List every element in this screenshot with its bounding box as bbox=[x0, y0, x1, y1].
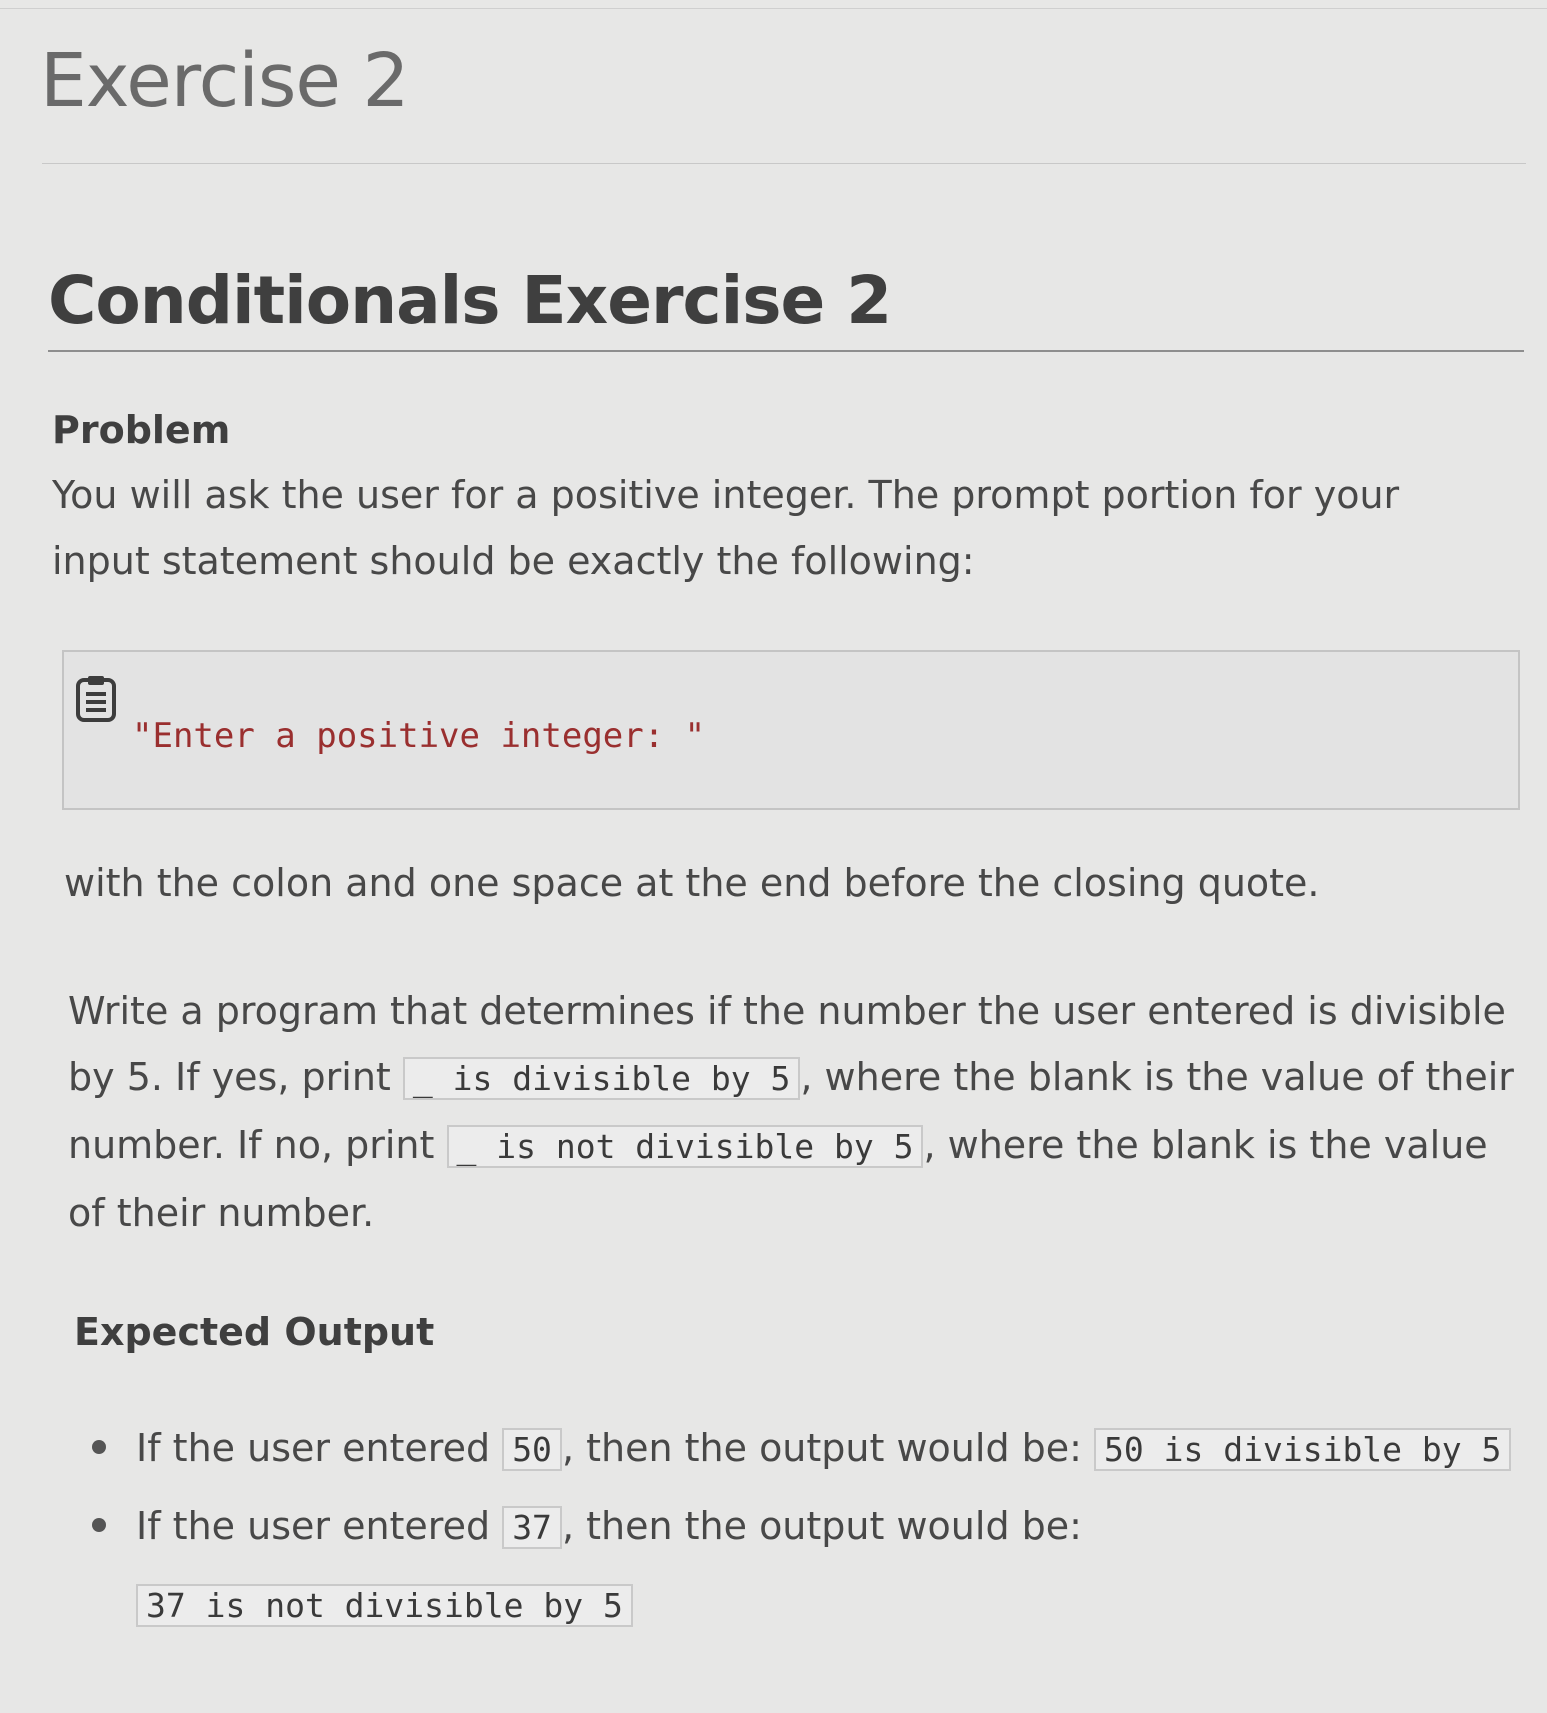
program-description bbox=[68, 978, 1518, 1246]
page-title: Exercise 2 bbox=[40, 38, 409, 124]
code-prompt-text: "Enter a positive integer: " bbox=[132, 716, 706, 756]
code-block bbox=[62, 650, 1520, 810]
item-input: 50 bbox=[502, 1428, 562, 1471]
item-middle: , then the output would be: bbox=[561, 1426, 1095, 1470]
code-yes: _ is divisible by 5 bbox=[403, 1057, 801, 1100]
bullet-dot-icon bbox=[92, 1440, 106, 1454]
clipboard-icon[interactable] bbox=[74, 674, 118, 722]
item-middle: , then the output would be: bbox=[561, 1504, 1082, 1548]
after-code-text: with the colon and one space at the end before the closing quote. bbox=[64, 861, 1320, 905]
top-divider bbox=[0, 8, 1547, 9]
section-title: Conditionals Exercise 2 bbox=[48, 262, 892, 339]
title-divider bbox=[42, 163, 1526, 164]
item-output: 50 is divisible by 5 bbox=[1094, 1428, 1511, 1471]
expected-output-heading: Expected Output bbox=[74, 1310, 435, 1354]
section-divider bbox=[48, 350, 1524, 352]
item-prefix: If the user entered bbox=[136, 1426, 503, 1470]
problem-intro: You will ask the user for a positive integer. The prompt portion for your input statement should be exactly the following: bbox=[52, 473, 1400, 583]
write-part2: , where the blank is the value of their number. If no, print bbox=[68, 1055, 1514, 1167]
bullet-dot-icon bbox=[92, 1518, 106, 1532]
item-input: 37 bbox=[502, 1506, 562, 1549]
expected-output-list bbox=[92, 1410, 1522, 1644]
item-prefix: If the user entered bbox=[136, 1504, 503, 1548]
list-item bbox=[92, 1488, 1522, 1644]
code-no: _ is not divisible by 5 bbox=[447, 1125, 924, 1168]
item-output: 37 is not divisible by 5 bbox=[136, 1584, 633, 1627]
problem-heading: Problem bbox=[52, 408, 231, 452]
list-item bbox=[92, 1410, 1522, 1488]
write-part3: , where the blank is the value of their number. bbox=[68, 1123, 1488, 1235]
write-part1: Write a program that determines if the number the user entered is divisible by 5. If yes, print bbox=[68, 989, 1506, 1099]
